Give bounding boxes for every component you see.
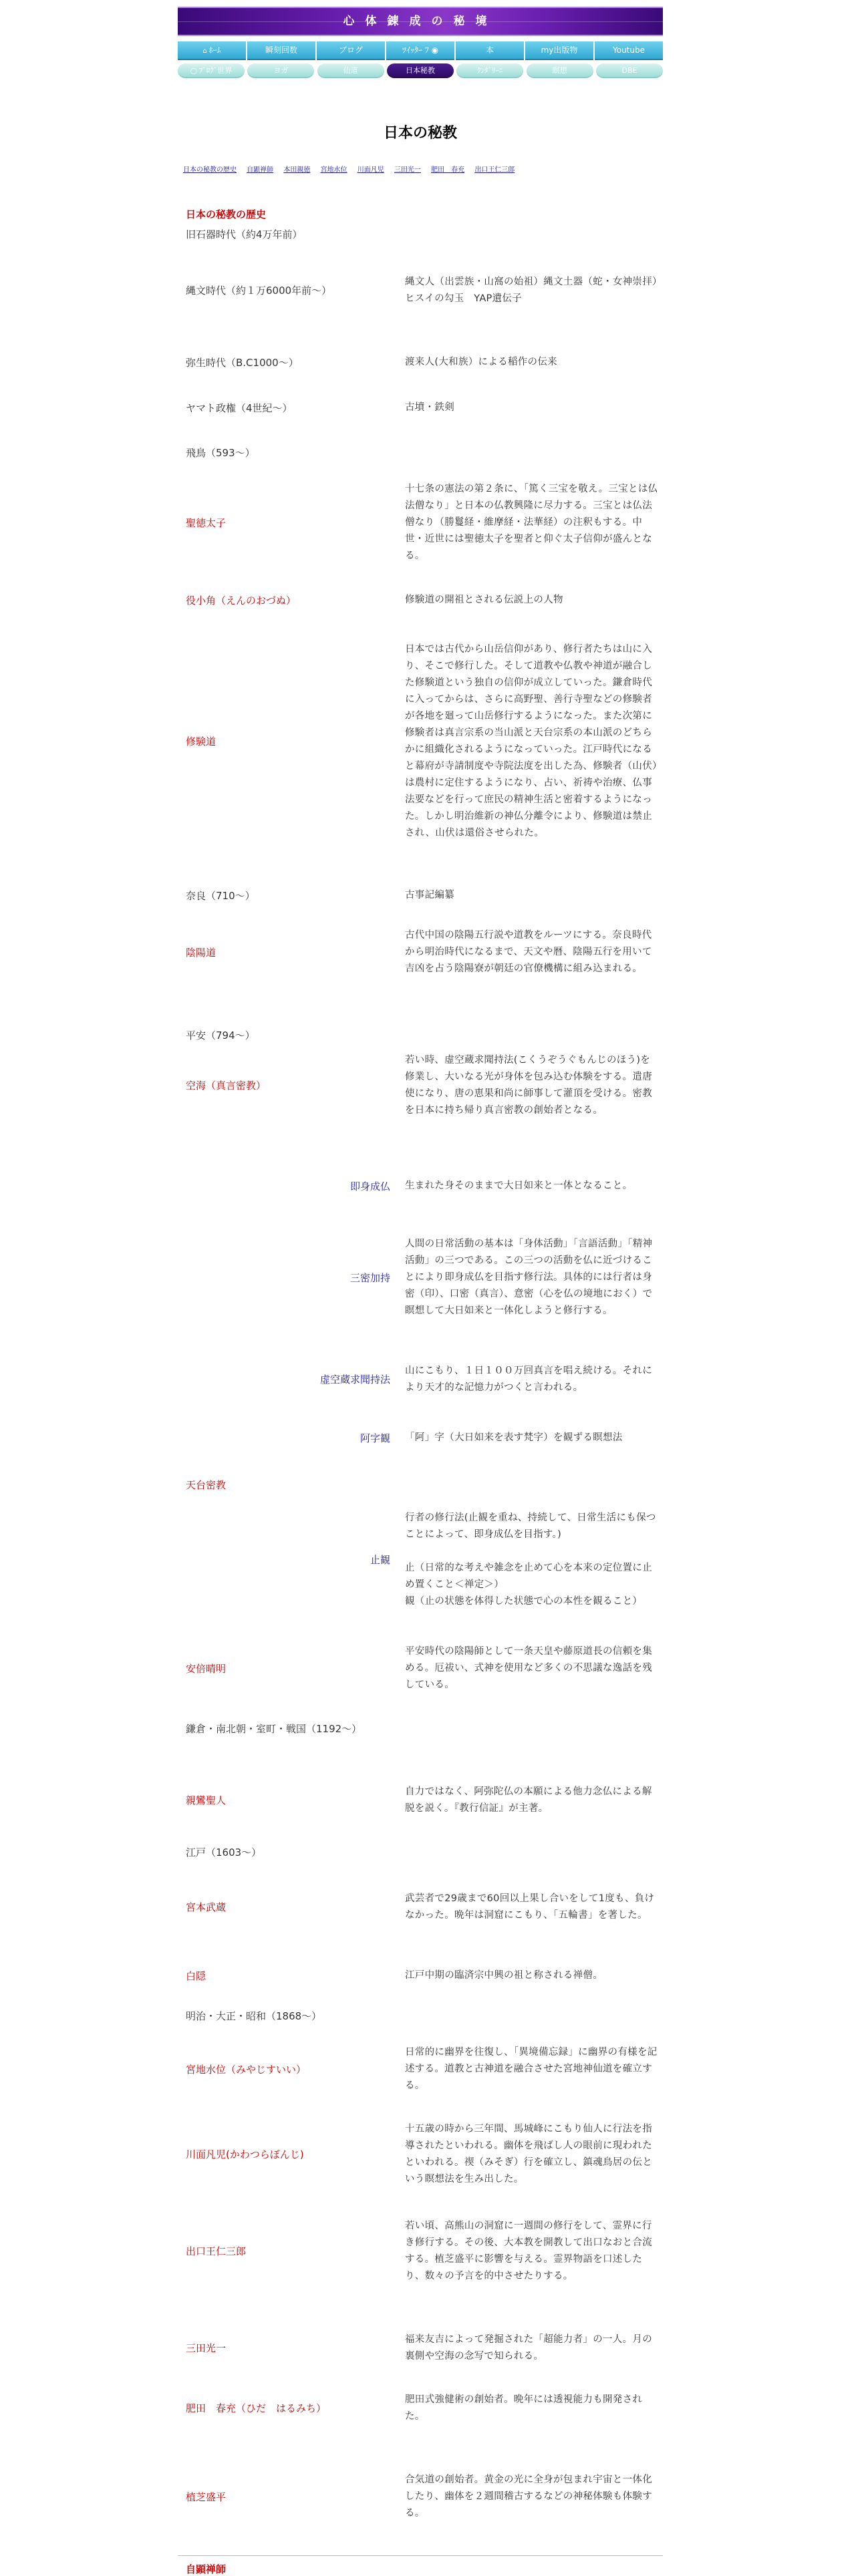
row-label: 鎌倉・南北朝・室町・戦国（1192〜） [186, 1723, 362, 1735]
row-label: 親鸞聖人 [186, 1794, 227, 1806]
row-label: 虚空蔵求聞持法 [319, 1374, 390, 1386]
row-description: 人間の日常活動の基本は「身体活動」「言語活動」「精神活動」の三つである。この三つの活動を仏に近づけることにより即身成仏を目指す修行法。具体的には行者は身密（印）、口密（真言）、意密（心を仏の境地におく）で瞑想して大日如来と一体化しようと修行する。 [405, 1239, 653, 1316]
row-description: 平安時代の陰陽師として一条天皇や藤原道長の信頼を集める。厄祓い、式神を使用など多くの不思議な逸話を残している。 [405, 1646, 652, 1690]
subnav-label: DBE [621, 66, 637, 75]
nav-label: Youtube [613, 45, 645, 55]
row-label: 旧石器時代（約4万年前） [186, 228, 303, 240]
row-description: 縄文人（出雲族・山窩の始祖）縄文土器（蛇・女神崇拝）ヒスイの勾玉 YAP遺伝子 [405, 277, 658, 304]
row-description: 古事記編纂 [405, 890, 454, 901]
row-label: 白隠 [186, 1970, 206, 1982]
row-label: 出口王仁三郎 [186, 2245, 247, 2257]
nav-books[interactable] [456, 41, 524, 60]
anchor-link[interactable]: 三田光一 [394, 166, 421, 174]
row-label: 修験道 [186, 736, 217, 748]
nav-home[interactable] [178, 41, 246, 60]
subnav-blog-world[interactable] [178, 63, 245, 78]
circle-icon: ◯ [190, 68, 197, 75]
row-description: 修験道の開祖とされる伝説上の人物 [405, 595, 563, 605]
anchor-links [183, 164, 664, 174]
row-label: 天台密教 [186, 1479, 227, 1491]
anchor-link[interactable]: 川面凡児 [357, 166, 384, 174]
nav-label: ﾂｲｯﾀｰ ﾌ ◉ [402, 45, 439, 55]
row-label: 奈良（710〜） [186, 890, 255, 902]
row-description: 若い時、虚空蔵求聞持法(こくうぞうぐもんじのほう)を修業し、大いなる光が身体を包み込む体験をする。遣唐使になり、唐の恵果和尚に師事して灌頂を受ける。密教を日本に持ち帰り真言密教の創始者となる。 [405, 1055, 652, 1116]
anchor-link[interactable]: 本田親徳 [283, 166, 311, 174]
section-title-jiken: 自顕禅師 [186, 2563, 227, 2575]
page-title: 日本の秘教 [383, 125, 457, 142]
row-label: 弥生時代（B.C1000〜） [186, 357, 299, 369]
nav-publications[interactable] [525, 41, 593, 60]
row-label: 三田光一 [186, 2342, 227, 2354]
nav-youtube[interactable] [595, 41, 663, 60]
subnav-yoga[interactable] [247, 63, 314, 78]
row-description: 武芸者で29歳まで60回以上果し合いをして1度も、負けなかった。晩年は洞窟にこもり、「五輪書」を著した。 [405, 1893, 655, 1921]
row-description: 十七条の憲法の第２条に、「篤く三宝を敬え。三宝とは仏法僧なり」と日本の仏教興隆に尽力する。三宝とは仏法僧なり（勝鬘経・維摩経・法華経）の注釈もする。中世・近世には聖徳太子を聖者と仰ぐ太子信仰が盛んとなる。 [405, 484, 658, 561]
sub-nav [178, 63, 663, 78]
subnav-label: 日本秘教 [405, 66, 435, 75]
subnav-label: 瞑想 [552, 66, 567, 75]
subnav-label: 仙道 [343, 66, 358, 75]
row-label: 阿字観 [360, 1432, 390, 1444]
row-description: 福来友吉によって発掘された「超能力者」の一人。月の裏側や空海の念写で知られる。 [405, 2334, 652, 2362]
row-description: 十五歳の時から三年間、馬城峰にこもり仙人に行法を指導されたといわれる。幽体を飛ばし人の眼前に現われたといわれる。禊（みそぎ）行を確立し、鎮魂鳥居の伝という瞑想法を生み出した。 [405, 2124, 652, 2185]
nav-blog[interactable] [317, 41, 385, 60]
subnav-meditation[interactable] [527, 63, 593, 78]
row-label: 平安（794〜） [186, 1029, 255, 1041]
row-label: 即身成仏 [349, 1180, 390, 1192]
nav-label: ブログ [338, 45, 363, 55]
nav-label: 瞬刻回数 [265, 45, 297, 55]
anchor-link[interactable]: 自顕禅師 [247, 166, 274, 174]
row-description: 生まれた身そのままで大日如来と一体となること。 [405, 1180, 633, 1191]
site-title: 心体錬成の秘境 [343, 15, 498, 28]
row-label: 聖徳太子 [186, 517, 227, 529]
row-label: 縄文時代（約１万6000年前〜） [186, 285, 332, 297]
row-label: 三密加持 [349, 1272, 390, 1284]
row-description: 自力ではなく、阿弥陀仏の本願による他力念仏による解脱を説く。『教行信証』が主著。 [405, 1786, 652, 1814]
nav-label: 本 [485, 45, 494, 55]
row-label: 江戸（1603〜） [186, 1846, 262, 1859]
row-label: 明治・大正・昭和（1868〜） [186, 2010, 322, 2022]
subnav-label: ヨガ [273, 66, 289, 75]
section-title-history: 日本の秘教の歴史 [186, 208, 267, 220]
nav-twitter[interactable] [386, 41, 454, 60]
anchor-link[interactable]: 宮地水位 [320, 166, 347, 174]
row-description: 若い頃、高熊山の洞窟に一週間の修行をして、霊界に行き修行する。その後、大本教を開教して出口なおと合流する。植芝盛平に影響を与える。霊界物語を口述したり、数々の予言を的中させたりする。 [405, 2221, 652, 2281]
anchor-link[interactable]: 日本の秘教の歴史 [183, 166, 237, 174]
page-wrapper [178, 7, 663, 2575]
main-nav [178, 41, 663, 59]
row-label: ヤマト政権（4世紀〜） [186, 402, 293, 414]
row-label: 止観 [370, 1554, 390, 1566]
row-description: 山にこもり、１日１００万回真言を唱え続ける。それにより天才的な記憶力がつくと言われる。 [405, 1365, 652, 1393]
row-description: 日本では古代から山岳信仰があり、修行者たちは山に入り、そこで修行した。そして道教や仏教や神道が融合した修験道という独自の信仰が成立していった。鎌倉時代に入ってからは、さらに高野聖、善行寺聖などの修験者が各地を廻って山岳修行するようになった。また次第に修験者は真言宗系の当山派と天台宗系の本山派のどちらかに組織化されるようになっていった。江戸時代になると幕府が寺請制度や寺院法度を出した為、修験者（山伏）は農村に定住するようになり、占い、祈祷や治療、仏事法要などを行って庶民の精神生活と密着するようになった。しかし明治維新の神仏分離令により、修験道は禁止され、山伏は還俗させられた。 [405, 644, 658, 838]
nav-label: ﾎｰﾑ [208, 45, 221, 55]
subnav-label: ﾌﾞﾛｸﾞ世界 [198, 66, 233, 75]
row-description: 肥田式強健術の創始者。晩年には透視能力も開発された。 [405, 2394, 643, 2422]
row-label: 安倍晴明 [186, 1663, 227, 1675]
row-description: 古代中国の陰陽五行説や道教をルーツにする。奈良時代から明治時代になるまで、天文や暦、陰陽五行を用いて吉凶を占う陰陽寮が朝廷の官僚機構に組み込まれる。 [405, 930, 652, 974]
subnav-dbe[interactable] [596, 63, 663, 78]
anchor-link[interactable]: 肥田 春充 [431, 166, 465, 174]
subnav-japan-esoteric[interactable] [387, 63, 454, 78]
row-description: 行者の修行法(止観を重ね、持続して、日常生活にも保つことによって、即身成仏を目指す。) 止（日常的な考えや雑念を止めて心を本来の定位置に止め置くこと＜禅定＞） 観（止の状態を体得した状態で心の本性を観ること） [405, 1512, 656, 1607]
subnav-label: ｸﾝﾀﾞﾘｰﾆ [477, 66, 503, 75]
row-description: 古墳・鉄剣 [405, 402, 454, 413]
row-description: 日常的に幽界を往復し、「異境備忘録」に幽界の有様を記述する。道教と古神道を融合させた宮地神仙道を確立する。 [405, 2047, 658, 2091]
row-label: 役小角（えんのおづぬ） [186, 595, 296, 607]
home-icon: ⌂ [202, 47, 207, 55]
row-label: 飛鳥（593〜） [186, 447, 255, 459]
row-description: 「阿」字（大日如来を表す梵字）を観ずる瞑想法 [405, 1432, 623, 1443]
anchor-link[interactable]: 出口王仁三郎 [474, 166, 515, 174]
site-banner[interactable] [178, 7, 663, 36]
row-label: 宮本武蔵 [186, 1901, 227, 1913]
subnav-sendo[interactable] [317, 63, 384, 78]
nav-count[interactable] [247, 41, 315, 60]
divider [178, 2555, 663, 2556]
row-label: 川面凡児(かわつらぼんじ) [186, 2148, 304, 2160]
row-label: 宮地水位（みやじすいい） [186, 2064, 307, 2076]
row-label: 肥田 春充（ひだ はるみち） [186, 2402, 327, 2414]
row-description: 合気道の創始者。黄金の光に全身が包まれ宇宙と一体化したり、幽体を２週間稽古するなどの神秘体験も体験する。 [405, 2474, 652, 2519]
row-label: 植芝盛平 [186, 2491, 227, 2503]
nav-label: my出版物 [541, 45, 578, 55]
row-description: 渡来人(大和族）による稲作の伝来 [405, 357, 557, 367]
row-label: 陰陽道 [186, 947, 217, 959]
row-description: 江戸中期の臨済宗中興の祖と称される禅僧。 [405, 1970, 603, 1981]
row-label: 空海（真言密教） [186, 1080, 267, 1092]
subnav-kundalini[interactable] [456, 63, 523, 78]
